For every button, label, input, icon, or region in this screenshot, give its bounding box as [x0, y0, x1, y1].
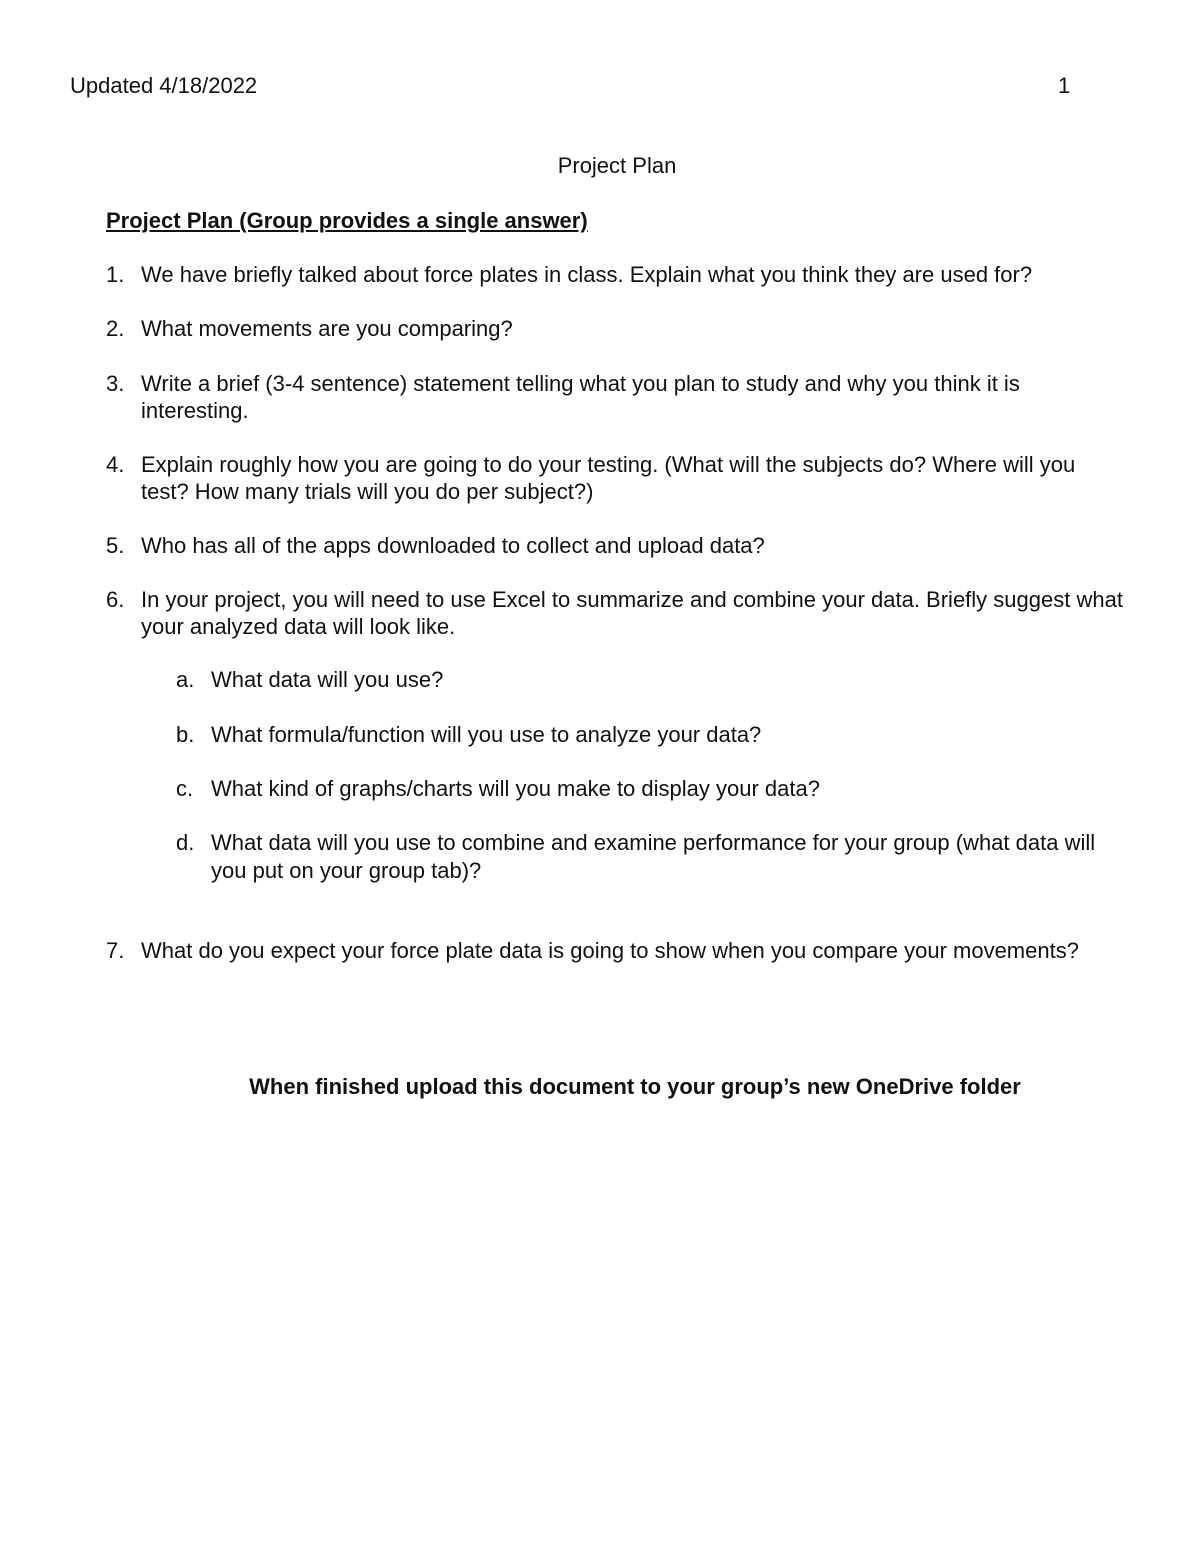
page-title: Project Plan	[557, 153, 677, 178]
subquestion-letter: b.	[176, 722, 195, 747]
question-number: 3.	[106, 371, 125, 396]
subquestion-text: What data will you use?	[211, 667, 444, 692]
question-text: Who has all of the apps downloaded to collect and upload data?	[141, 533, 765, 558]
subquestion-letter: a.	[176, 667, 195, 692]
subquestion-letter: c.	[176, 776, 194, 801]
subquestion-text: What formula/function will you use to analyze your data?	[211, 722, 762, 747]
question-number: 7.	[106, 938, 125, 963]
subquestion-text: What data will you use to combine and examine performance for your group (what data will you put on your group tab)?	[211, 830, 1096, 883]
question-number: 6.	[106, 587, 125, 612]
question-text: Write a brief (3-4 sentence) statement telling what you plan to study and why you think it is interesting.	[141, 371, 1020, 423]
subquestion-letter: d.	[176, 830, 195, 855]
subquestion-text: What kind of graphs/charts will you make to display your data?	[211, 776, 820, 801]
section-heading: Project Plan (Group provides a single answer)	[106, 208, 588, 233]
page-number: 1	[1058, 73, 1071, 98]
question-text: What do you expect your force plate data is going to show when you compare your movements?	[141, 938, 1079, 963]
upload-instruction: When finished upload this document to your group’s new OneDrive folder	[249, 1074, 1021, 1099]
question-number: 2.	[106, 316, 125, 341]
question-number: 4.	[106, 452, 125, 477]
question-text: We have briefly talked about force plates in class. Explain what you think they are used for?	[141, 262, 1033, 287]
question-text: What movements are you comparing?	[141, 316, 513, 341]
question-number: 1.	[106, 262, 125, 287]
question-text: In your project, you will need to use Excel to summarize and combine your data. Briefly suggest what your analyzed data will look like.	[141, 587, 1123, 639]
question-number: 5.	[106, 533, 125, 558]
updated-date: Updated 4/18/2022	[70, 73, 258, 98]
question-text: Explain roughly how you are going to do your testing. (What will the subjects do? Where will you test? How many trials will you do per subject?)	[141, 452, 1076, 504]
